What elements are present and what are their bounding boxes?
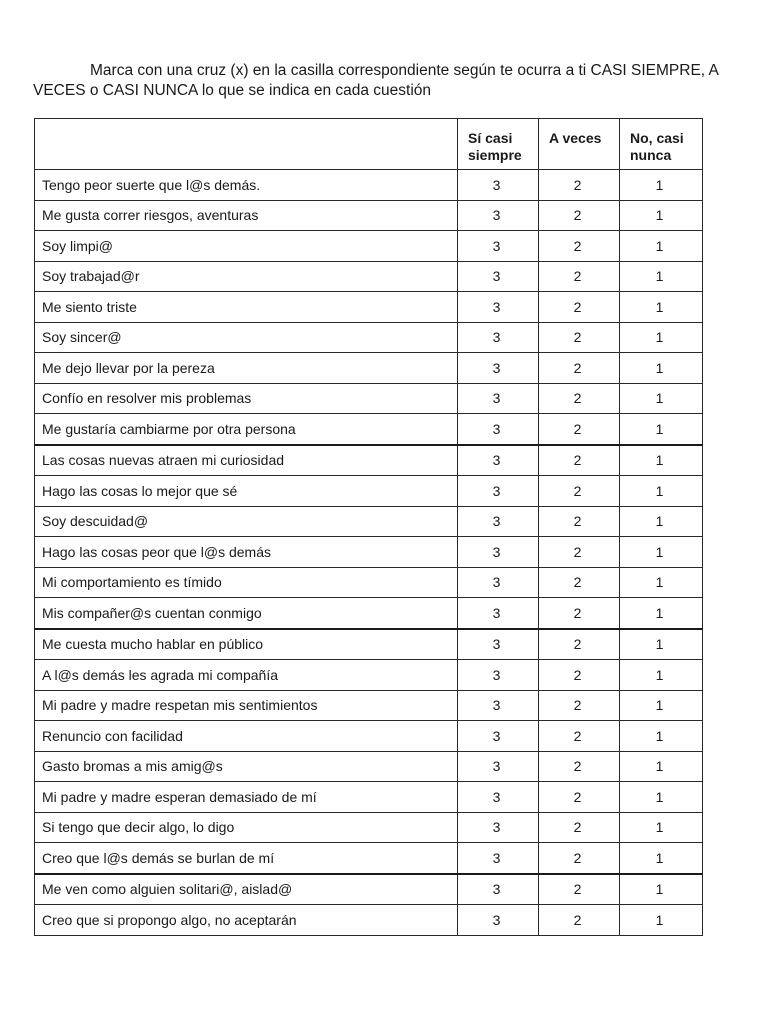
table-row [35, 905, 703, 936]
survey-table [34, 118, 703, 936]
score-casi-siempre[interactable]: 3 [458, 383, 539, 414]
score-casi-nunca[interactable]: 1 [620, 874, 703, 905]
score-casi-nunca[interactable]: 1 [620, 200, 703, 231]
score-casi-siempre[interactable]: 3 [458, 200, 539, 231]
item-text: Soy sincer@ [35, 322, 458, 353]
item-text: Hago las cosas peor que l@s demás [35, 537, 458, 568]
table-row [35, 476, 703, 507]
instructions-text: Marca con una cruz (x) en la casilla correspondiente según te ocurra a ti CASI SIEMPRE, A VECES o CASI NUNCA lo que se indica en cada cuestión [33, 62, 719, 99]
item-text: Tengo peor suerte que l@s demás. [35, 170, 458, 201]
score-casi-siempre[interactable]: 3 [458, 629, 539, 660]
score-a-veces[interactable]: 2 [539, 874, 620, 905]
score-casi-siempre[interactable]: 3 [458, 506, 539, 537]
score-a-veces[interactable]: 2 [539, 231, 620, 262]
instructions [33, 61, 733, 101]
table-row [35, 843, 703, 874]
item-text: Me dejo llevar por la pereza [35, 353, 458, 384]
score-casi-nunca[interactable]: 1 [620, 843, 703, 874]
score-casi-siempre[interactable]: 3 [458, 812, 539, 843]
score-a-veces[interactable]: 2 [539, 292, 620, 323]
score-casi-nunca[interactable]: 1 [620, 170, 703, 201]
item-text: Mi padre y madre esperan demasiado de mí [35, 782, 458, 813]
score-casi-nunca[interactable]: 1 [620, 537, 703, 568]
score-a-veces[interactable]: 2 [539, 476, 620, 507]
score-a-veces[interactable]: 2 [539, 261, 620, 292]
header-item [35, 119, 458, 170]
header-a-veces: A veces [539, 119, 620, 170]
score-casi-nunca[interactable]: 1 [620, 445, 703, 476]
item-text: Me siento triste [35, 292, 458, 323]
table-row [35, 506, 703, 537]
score-casi-siempre[interactable]: 3 [458, 537, 539, 568]
score-casi-siempre[interactable]: 3 [458, 721, 539, 752]
item-text: Mi padre y madre respetan mis sentimientos [35, 690, 458, 721]
score-casi-nunca[interactable]: 1 [620, 322, 703, 353]
score-a-veces[interactable]: 2 [539, 598, 620, 629]
score-casi-siempre[interactable]: 3 [458, 598, 539, 629]
table-row [35, 170, 703, 201]
table-row [35, 353, 703, 384]
table-row [35, 812, 703, 843]
item-text: Me cuesta mucho hablar en público [35, 629, 458, 660]
table-row [35, 537, 703, 568]
score-casi-nunca[interactable]: 1 [620, 476, 703, 507]
header-casi-siempre: Sí casi siempre [458, 119, 539, 170]
score-casi-nunca[interactable]: 1 [620, 629, 703, 660]
score-casi-siempre[interactable]: 3 [458, 322, 539, 353]
score-casi-nunca[interactable]: 1 [620, 690, 703, 721]
table-row [35, 660, 703, 691]
score-casi-nunca[interactable]: 1 [620, 231, 703, 262]
item-text: Mi comportamiento es tímido [35, 567, 458, 598]
table-row [35, 751, 703, 782]
item-text: Las cosas nuevas atraen mi curiosidad [35, 445, 458, 476]
item-text: Soy descuidad@ [35, 506, 458, 537]
table-row [35, 322, 703, 353]
item-text: Renuncio con facilidad [35, 721, 458, 752]
score-a-veces[interactable]: 2 [539, 812, 620, 843]
score-casi-siempre[interactable]: 3 [458, 843, 539, 874]
score-casi-siempre[interactable]: 3 [458, 782, 539, 813]
item-text: Mis compañer@s cuentan conmigo [35, 598, 458, 629]
table-row [35, 629, 703, 660]
table-row [35, 383, 703, 414]
score-a-veces[interactable]: 2 [539, 322, 620, 353]
table-row [35, 200, 703, 231]
item-text: Hago las cosas lo mejor que sé [35, 476, 458, 507]
score-casi-nunca[interactable]: 1 [620, 261, 703, 292]
score-a-veces[interactable]: 2 [539, 721, 620, 752]
item-text: Creo que l@s demás se burlan de mí [35, 843, 458, 874]
table-row [35, 445, 703, 476]
score-a-veces[interactable]: 2 [539, 445, 620, 476]
score-casi-nunca[interactable]: 1 [620, 383, 703, 414]
survey-body [35, 170, 703, 936]
score-casi-nunca[interactable]: 1 [620, 905, 703, 936]
score-a-veces[interactable]: 2 [539, 690, 620, 721]
score-casi-siempre[interactable]: 3 [458, 353, 539, 384]
score-a-veces[interactable]: 2 [539, 567, 620, 598]
table-row [35, 721, 703, 752]
score-casi-siempre[interactable]: 3 [458, 445, 539, 476]
item-text: Confío en resolver mis problemas [35, 383, 458, 414]
score-a-veces[interactable]: 2 [539, 200, 620, 231]
score-a-veces[interactable]: 2 [539, 905, 620, 936]
score-casi-nunca[interactable]: 1 [620, 782, 703, 813]
item-text: Me gustaría cambiarme por otra persona [35, 414, 458, 445]
score-casi-siempre[interactable]: 3 [458, 905, 539, 936]
score-casi-siempre[interactable]: 3 [458, 414, 539, 445]
score-casi-nunca[interactable]: 1 [620, 660, 703, 691]
score-casi-siempre[interactable]: 3 [458, 690, 539, 721]
score-casi-siempre[interactable]: 3 [458, 231, 539, 262]
table-row [35, 690, 703, 721]
table-row [35, 567, 703, 598]
score-casi-nunca[interactable]: 1 [620, 414, 703, 445]
score-a-veces[interactable]: 2 [539, 843, 620, 874]
table-row [35, 598, 703, 629]
score-casi-siempre[interactable]: 3 [458, 751, 539, 782]
score-casi-nunca[interactable]: 1 [620, 812, 703, 843]
item-text: Si tengo que decir algo, lo digo [35, 812, 458, 843]
score-a-veces[interactable]: 2 [539, 537, 620, 568]
table-row [35, 782, 703, 813]
score-a-veces[interactable]: 2 [539, 629, 620, 660]
item-text: Me ven como alguien solitari@, aislad@ [35, 874, 458, 905]
item-text: Soy limpi@ [35, 231, 458, 262]
item-text: A l@s demás les agrada mi compañía [35, 660, 458, 691]
score-casi-nunca[interactable]: 1 [620, 721, 703, 752]
score-casi-nunca[interactable]: 1 [620, 567, 703, 598]
table-row [35, 231, 703, 262]
score-casi-siempre[interactable]: 3 [458, 170, 539, 201]
score-casi-siempre[interactable]: 3 [458, 292, 539, 323]
table-row [35, 874, 703, 905]
header-row [35, 119, 703, 170]
item-text: Gasto bromas a mis amig@s [35, 751, 458, 782]
score-casi-siempre[interactable]: 3 [458, 261, 539, 292]
table-row [35, 414, 703, 445]
item-text: Creo que si propongo algo, no aceptarán [35, 905, 458, 936]
score-a-veces[interactable]: 2 [539, 782, 620, 813]
table-row [35, 292, 703, 323]
item-text: Soy trabajad@r [35, 261, 458, 292]
header-casi-nunca: No, casi nunca [620, 119, 703, 170]
score-a-veces[interactable]: 2 [539, 414, 620, 445]
item-text: Me gusta correr riesgos, aventuras [35, 200, 458, 231]
score-casi-nunca[interactable]: 1 [620, 751, 703, 782]
score-casi-nunca[interactable]: 1 [620, 292, 703, 323]
score-a-veces[interactable]: 2 [539, 660, 620, 691]
score-casi-nunca[interactable]: 1 [620, 598, 703, 629]
table-row [35, 261, 703, 292]
score-a-veces[interactable]: 2 [539, 751, 620, 782]
score-casi-siempre[interactable]: 3 [458, 567, 539, 598]
score-a-veces[interactable]: 2 [539, 383, 620, 414]
score-casi-nunca[interactable]: 1 [620, 506, 703, 537]
score-casi-siempre[interactable]: 3 [458, 476, 539, 507]
score-a-veces[interactable]: 2 [539, 170, 620, 201]
score-casi-nunca[interactable]: 1 [620, 353, 703, 384]
score-casi-siempre[interactable]: 3 [458, 660, 539, 691]
score-a-veces[interactable]: 2 [539, 506, 620, 537]
score-a-veces[interactable]: 2 [539, 353, 620, 384]
score-casi-siempre[interactable]: 3 [458, 874, 539, 905]
